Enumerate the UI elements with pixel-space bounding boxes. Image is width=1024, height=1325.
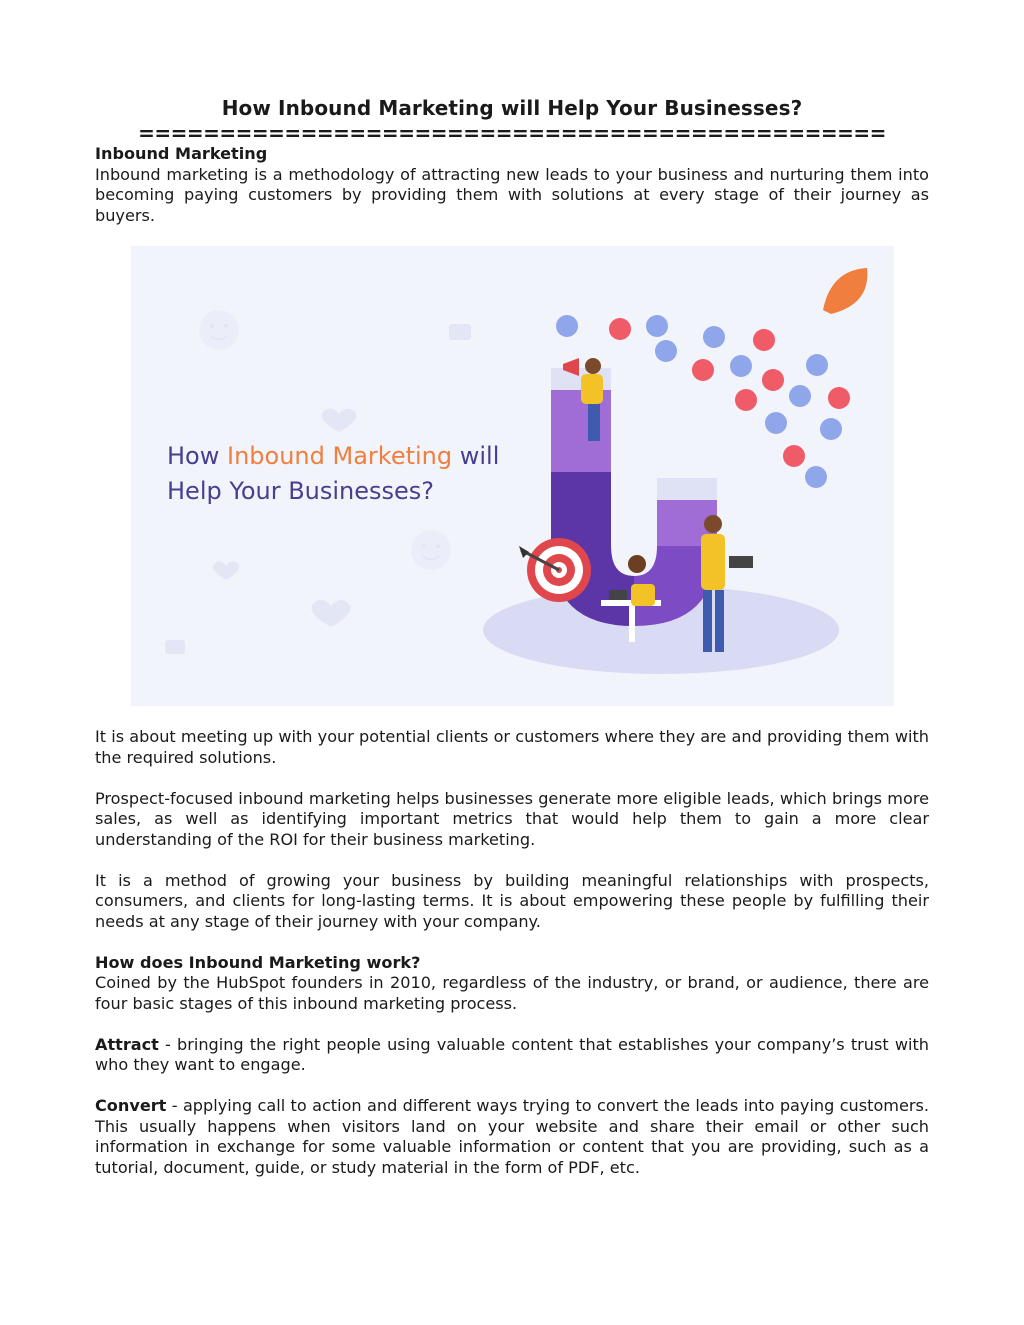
thumbs-up-icon (646, 315, 668, 337)
document-title: How Inbound Marketing will Help Your Businesses? (221, 96, 803, 120)
paragraph-3: It is a method of growing your business by building meaningful relationships with prospects, consumers, and clients for long-lasting terms. It is about empowering these people by fulfilling their needs at any stage of their journey with your company. (95, 870, 929, 931)
section-text-work: Coined by the HubSpot founders in 2010, regardless of the industry, or brand, or audience, there are four basic stages of this inbound marketing process. (95, 973, 929, 1013)
hero-title-accent: Inbound Marketing (227, 442, 453, 470)
stage-attract-text: - bringing the right people using valuable content that establishes your company’s trust with who they want to engage. (95, 1034, 929, 1074)
hero-illustration (131, 246, 894, 706)
heart-icon (735, 389, 757, 411)
heart-icon (783, 445, 805, 467)
thumbs-up-icon (449, 324, 471, 340)
thumbs-up-icon (820, 418, 842, 440)
hero-title-line2: Help Your Businesses? (167, 477, 435, 505)
thumbs-up-icon (165, 640, 185, 654)
target-icon (519, 538, 591, 602)
section-heading-work: How does Inbound Marketing work? (95, 952, 421, 972)
smiley-icon (411, 530, 451, 570)
hero-title-pre: How (167, 442, 227, 470)
stage-convert-name: Convert (95, 1096, 167, 1115)
laptop-icon (729, 556, 753, 568)
document-body (95, 727, 929, 1178)
thumbs-up-icon (806, 354, 828, 376)
document-top (95, 94, 929, 226)
paragraph-2: Prospect-focused inbound marketing helps businesses generate more eligible leads, which brings more sales, as well as identifying important metrics that would help them to gain a more clear understanding of the ROI for their business marketing. (95, 788, 929, 849)
section-heading-inbound: Inbound Marketing (95, 144, 268, 163)
heart-icon (213, 561, 239, 580)
section-text-inbound: Inbound marketing is a methodology of attracting new leads to your business and nurturing them into becoming paying customers by providing them with solutions at every stage of their journey as buyers. (95, 164, 929, 225)
heart-icon (322, 408, 357, 432)
leaf-logo-icon (823, 268, 867, 314)
smiley-icon (199, 310, 239, 350)
stage-attract (95, 1035, 929, 1076)
thumbs-up-icon (730, 355, 752, 377)
thumbs-up-icon (765, 412, 787, 434)
heart-icon (692, 359, 714, 381)
heart-icon (753, 329, 775, 351)
hero-artwork (131, 246, 894, 706)
thumbs-up-icon (789, 385, 811, 407)
paragraph-1: It is about meeting up with your potential clients or customers where they are and providing them with the required solutions. (95, 727, 929, 767)
stage-convert-text: - applying call to action and different ways trying to convert the leads into paying customers. This usually happens when visitors land on your website and share their email or other such information in exchange for some valuable information or content that you are providing, such as a tutorial, document, guide, or study material in the form of PDF, etc. (95, 1096, 929, 1177)
heart-icon (762, 369, 784, 391)
heart-icon (609, 318, 631, 340)
stage-convert (95, 1096, 929, 1178)
thumbs-up-icon (556, 315, 578, 337)
heart-icon (828, 387, 850, 409)
stage-attract-name: Attract (95, 1034, 159, 1054)
thumbs-up-icon (805, 466, 827, 488)
heart-icon (311, 600, 350, 627)
thumbs-up-icon (655, 340, 677, 362)
title-rule: ============================================== (138, 122, 886, 144)
hero-title-post: will (452, 442, 500, 470)
thumbs-up-icon (703, 326, 725, 348)
